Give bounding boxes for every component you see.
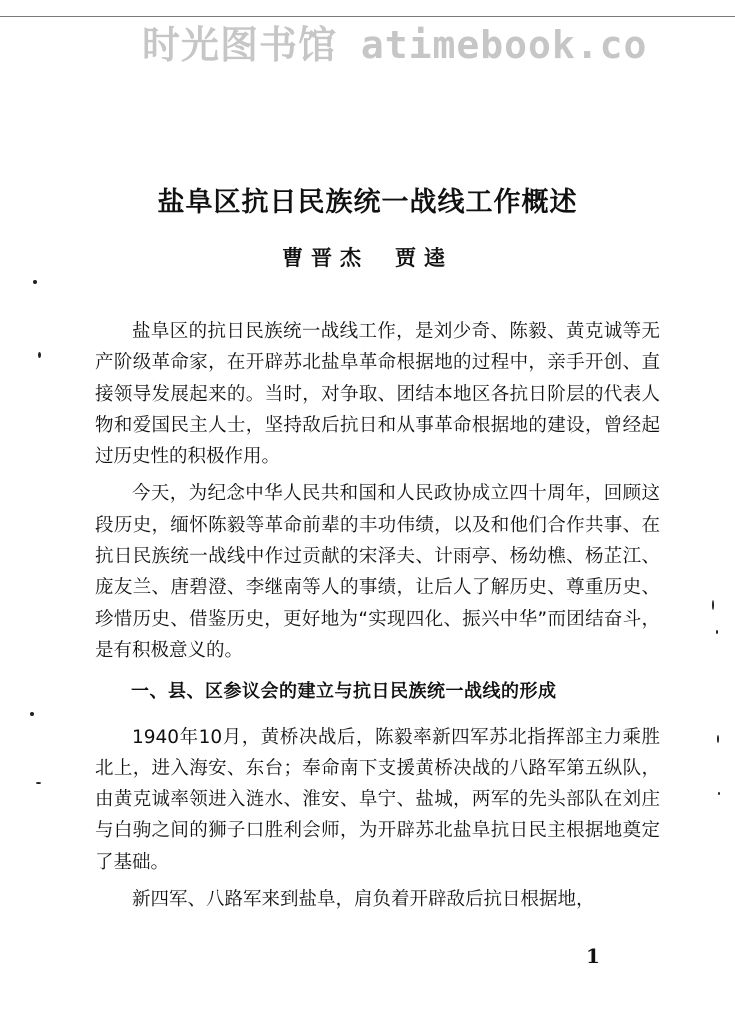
watermark-text: 时光图书馆 atimebook.co (142, 23, 648, 67)
scan-speck (33, 280, 37, 284)
scan-speck (718, 792, 720, 795)
paragraph: 1940年10月，黄桥决战后，陈毅率新四军苏北指挥部主力乘胜北上，进入海安、东台；奉命南下支援黄桥决战的八路军第五纵队，由黄克诚率领进入涟水、淮安、阜宁、盐城，两军的先头部队在刘庄与白驹之间的狮子口胜利会师，为开辟苏北盐阜抗日民主根据地奠定了基础。 (95, 726, 660, 873)
scan-speck (38, 352, 41, 358)
paragraph: 今天，为纪念中华人民共和国和人民政协成立四十周年，回顾这段历史，缅怀陈毅等革命前辈的丰功伟绩，以及和他们合作共事、在抗日民族统一战线中作过贡献的宋泽夫、计雨亭、杨幼樵、杨芷江、庞友兰、唐碧澄、李继南等人的事绩，让后人了解历史、尊重历史、珍惜历史、借鉴历史，更好地为“实现四化、振兴中华”而团结奋斗，是有积极意义的。 (95, 483, 660, 661)
watermark (0, 0, 735, 72)
page-number: 1 (586, 944, 600, 968)
authors (0, 242, 735, 272)
article-body (95, 316, 660, 921)
author-name: 曹晋杰 (282, 245, 369, 270)
scan-speck (717, 735, 719, 743)
page-title: 盐阜区抗日民族统一战线工作概述 (157, 187, 578, 218)
scan-speck (30, 712, 34, 716)
paragraph: 盐阜区的抗日民族统一战线工作，是刘少奇、陈毅、黄克诚等无产阶级革命家，在开辟苏北盐阜革命根据地的过程中，亲手开创、直接领导发展起来的。当时，对争取、团结本地区各抗日阶层的代表人物和爱国民主人士，坚持敌后抗日和从事革命根据地的建设，曾经起过历史性的积极作用。 (95, 321, 660, 468)
section-heading: 一、县、区参议会的建立与抗日民族统一战线的形成 (131, 681, 557, 703)
scan-speck (716, 630, 718, 634)
scan-speck (712, 600, 714, 610)
author-name: 贾逵 (395, 245, 453, 270)
paragraph: 新四军、八路军来到盐阜，肩负着开辟敌后抗日根据地， (132, 889, 595, 911)
scan-speck (36, 782, 41, 784)
